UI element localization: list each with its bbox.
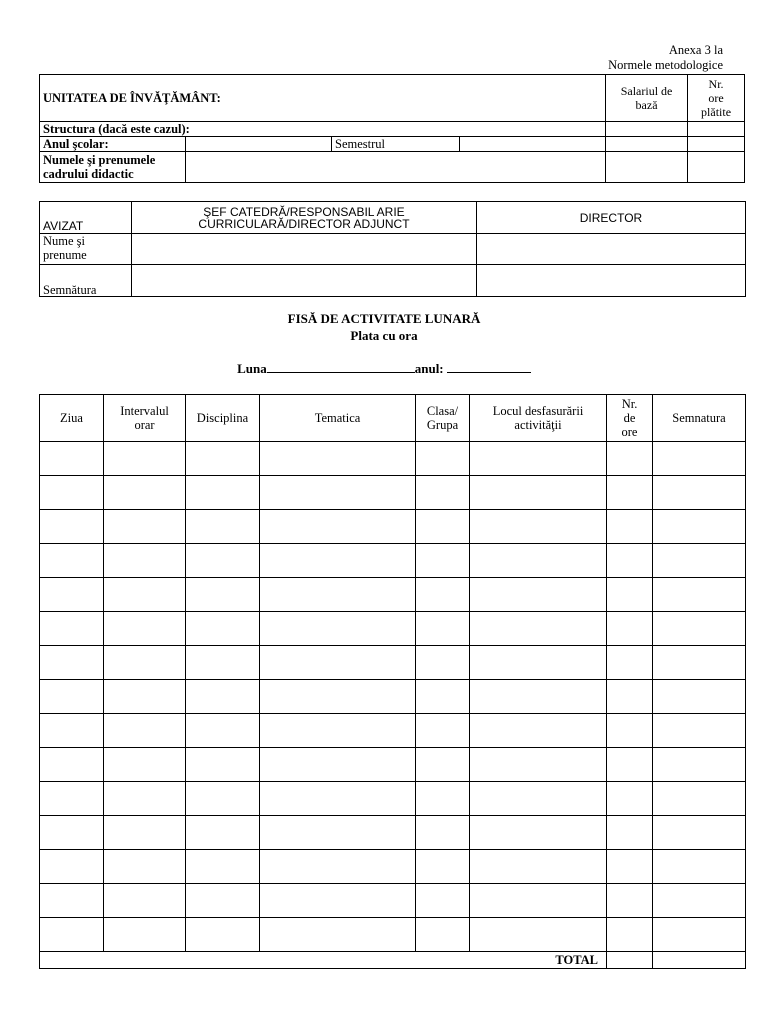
table-cell[interactable] <box>470 816 607 850</box>
annex-note <box>608 43 723 73</box>
table-cell[interactable] <box>104 782 186 816</box>
director-signature-cell[interactable] <box>477 265 746 297</box>
paid-hours-cell[interactable] <box>688 122 745 137</box>
table-cell[interactable] <box>260 646 416 680</box>
table-cell[interactable] <box>416 476 470 510</box>
table-cell[interactable] <box>653 510 746 544</box>
table-cell[interactable] <box>470 884 607 918</box>
table-cell[interactable] <box>653 884 746 918</box>
table-cell[interactable] <box>260 918 416 952</box>
table-row <box>40 476 746 510</box>
table-cell[interactable] <box>260 476 416 510</box>
table-cell[interactable] <box>186 646 260 680</box>
table-cell[interactable] <box>260 612 416 646</box>
table-cell[interactable] <box>653 680 746 714</box>
col-day: Ziua <box>40 395 104 442</box>
annex-line-2: Normele metodologice <box>608 58 723 72</box>
table-cell[interactable] <box>260 748 416 782</box>
paid-hours-cell[interactable] <box>688 137 745 152</box>
table-cell[interactable] <box>260 850 416 884</box>
semester-label: Semestrul <box>332 137 460 152</box>
table-cell[interactable] <box>40 612 104 646</box>
table-cell[interactable] <box>653 442 746 476</box>
table-cell[interactable] <box>186 782 260 816</box>
table-cell[interactable] <box>653 714 746 748</box>
table-row <box>40 782 746 816</box>
table-cell[interactable] <box>470 748 607 782</box>
total-hours-cell[interactable] <box>607 952 653 969</box>
table-cell[interactable] <box>470 918 607 952</box>
table-cell[interactable] <box>40 816 104 850</box>
col-discipline: Disciplina <box>186 395 260 442</box>
col-place: Locul desfasurării activităţii <box>470 395 607 442</box>
table-row <box>40 816 746 850</box>
table-cell[interactable] <box>607 680 653 714</box>
table-cell[interactable] <box>416 748 470 782</box>
director-header: DIRECTOR <box>477 202 746 234</box>
salary-cell[interactable] <box>606 137 688 152</box>
table-cell[interactable] <box>186 544 260 578</box>
table-cell[interactable] <box>653 918 746 952</box>
form-title: FISĂ DE ACTIVITATE LUNARĂ <box>287 311 481 326</box>
table-cell[interactable] <box>416 578 470 612</box>
table-cell[interactable] <box>260 578 416 612</box>
table-row <box>40 578 746 612</box>
activity-table <box>39 394 746 969</box>
table-cell[interactable] <box>470 850 607 884</box>
name-label: Nume şi prenume <box>40 234 132 265</box>
school-year-label: Anul şcolar: <box>40 137 186 152</box>
table-cell[interactable] <box>416 850 470 884</box>
table-cell[interactable] <box>607 850 653 884</box>
table-cell[interactable] <box>607 578 653 612</box>
semester-value[interactable] <box>460 137 606 152</box>
table-cell[interactable] <box>470 680 607 714</box>
table-cell[interactable] <box>104 442 186 476</box>
table-cell[interactable] <box>416 442 470 476</box>
table-cell[interactable] <box>104 476 186 510</box>
table-cell[interactable] <box>40 884 104 918</box>
table-cell[interactable] <box>40 714 104 748</box>
table-cell[interactable] <box>104 884 186 918</box>
teacher-name-label: Numele şi prenumele cadrului didactic <box>40 152 186 183</box>
total-signature-cell[interactable] <box>653 952 746 969</box>
table-cell[interactable] <box>653 544 746 578</box>
approval-table <box>39 201 746 297</box>
table-cell[interactable] <box>653 476 746 510</box>
table-cell[interactable] <box>260 544 416 578</box>
table-cell[interactable] <box>470 476 607 510</box>
salary-cell[interactable] <box>606 152 688 183</box>
table-cell[interactable] <box>186 442 260 476</box>
table-cell[interactable] <box>416 544 470 578</box>
teacher-name-value[interactable] <box>186 152 606 183</box>
table-cell[interactable] <box>607 782 653 816</box>
col-hours: Nr. de ore <box>607 395 653 442</box>
avizat-label: AVIZAT <box>40 202 132 234</box>
chief-header: ŞEF CATEDRĂ/RESPONSABIL ARIE CURRICULARĂ/DIRECTOR ADJUNCT <box>132 202 477 234</box>
table-cell[interactable] <box>653 646 746 680</box>
month-field[interactable] <box>267 361 415 373</box>
table-cell[interactable] <box>260 442 416 476</box>
table-cell[interactable] <box>186 850 260 884</box>
table-cell[interactable] <box>470 646 607 680</box>
table-cell[interactable] <box>260 816 416 850</box>
chief-signature-cell[interactable] <box>132 265 477 297</box>
table-cell[interactable] <box>104 816 186 850</box>
table-cell[interactable] <box>653 850 746 884</box>
col-interval: Intervalul orar <box>104 395 186 442</box>
table-cell[interactable] <box>416 510 470 544</box>
year-field[interactable] <box>447 361 531 373</box>
table-cell[interactable] <box>416 714 470 748</box>
table-cell[interactable] <box>260 782 416 816</box>
table-cell[interactable] <box>40 918 104 952</box>
table-cell[interactable] <box>416 680 470 714</box>
table-cell[interactable] <box>607 612 653 646</box>
table-cell[interactable] <box>104 612 186 646</box>
table-cell[interactable] <box>40 578 104 612</box>
month-year-line <box>0 361 768 377</box>
school-year-value[interactable] <box>186 137 332 152</box>
table-cell[interactable] <box>607 646 653 680</box>
table-cell[interactable] <box>186 884 260 918</box>
table-cell[interactable] <box>260 714 416 748</box>
table-cell[interactable] <box>40 646 104 680</box>
col-class: Clasa/ Grupa <box>416 395 470 442</box>
table-cell[interactable] <box>653 612 746 646</box>
table-row <box>40 884 746 918</box>
table-cell[interactable] <box>607 544 653 578</box>
col-signature: Semnatura <box>653 395 746 442</box>
table-cell[interactable] <box>607 476 653 510</box>
table-cell[interactable] <box>260 510 416 544</box>
table-row <box>40 510 746 544</box>
table-row <box>40 680 746 714</box>
table-row <box>40 918 746 952</box>
table-cell[interactable] <box>470 782 607 816</box>
table-cell[interactable] <box>40 510 104 544</box>
table-cell[interactable] <box>104 850 186 884</box>
table-cell[interactable] <box>470 442 607 476</box>
unit-label: UNITATEA DE ÎNVĂŢĂMÂNT: <box>40 75 606 122</box>
table-cell[interactable] <box>470 612 607 646</box>
form-subtitle: Plata cu ora <box>350 328 418 343</box>
table-cell[interactable] <box>40 476 104 510</box>
table-row <box>40 850 746 884</box>
table-cell[interactable] <box>40 850 104 884</box>
header-table <box>39 74 745 183</box>
table-cell[interactable] <box>416 646 470 680</box>
table-cell[interactable] <box>104 714 186 748</box>
col-topic: Tematica <box>260 395 416 442</box>
table-cell[interactable] <box>40 782 104 816</box>
table-cell[interactable] <box>40 442 104 476</box>
year-label: anul: <box>414 361 447 376</box>
table-cell[interactable] <box>186 476 260 510</box>
table-cell[interactable] <box>416 816 470 850</box>
table-cell[interactable] <box>186 578 260 612</box>
table-cell[interactable] <box>416 918 470 952</box>
table-cell[interactable] <box>104 748 186 782</box>
paid-hours-header: Nr. ore plătite <box>688 75 745 122</box>
table-row <box>40 612 746 646</box>
table-cell[interactable] <box>260 884 416 918</box>
table-cell[interactable] <box>186 918 260 952</box>
paid-hours-cell[interactable] <box>688 152 745 183</box>
director-name-cell[interactable] <box>477 234 746 265</box>
table-cell[interactable] <box>40 748 104 782</box>
table-cell[interactable] <box>186 680 260 714</box>
table-row <box>40 714 746 748</box>
table-cell[interactable] <box>607 442 653 476</box>
table-cell[interactable] <box>607 816 653 850</box>
month-label: Luna <box>237 361 267 376</box>
table-cell[interactable] <box>416 782 470 816</box>
table-cell[interactable] <box>653 816 746 850</box>
table-cell[interactable] <box>653 782 746 816</box>
salary-cell[interactable] <box>606 122 688 137</box>
salary-header: Salariul de bază <box>606 75 688 122</box>
table-cell[interactable] <box>186 748 260 782</box>
table-cell[interactable] <box>104 646 186 680</box>
table-cell[interactable] <box>40 680 104 714</box>
table-cell[interactable] <box>186 510 260 544</box>
table-row <box>40 442 746 476</box>
table-cell[interactable] <box>607 748 653 782</box>
table-cell[interactable] <box>104 918 186 952</box>
table-cell[interactable] <box>40 544 104 578</box>
table-cell[interactable] <box>186 612 260 646</box>
table-cell[interactable] <box>653 578 746 612</box>
table-cell[interactable] <box>260 680 416 714</box>
table-cell[interactable] <box>416 612 470 646</box>
table-cell[interactable] <box>416 884 470 918</box>
table-cell[interactable] <box>607 510 653 544</box>
table-cell[interactable] <box>104 680 186 714</box>
table-cell[interactable] <box>607 884 653 918</box>
table-cell[interactable] <box>104 578 186 612</box>
structure-label: Structura (dacă este cazul): <box>40 122 606 137</box>
table-row <box>40 544 746 578</box>
annex-line-1: Anexa 3 la <box>668 43 723 57</box>
table-cell[interactable] <box>470 578 607 612</box>
table-cell[interactable] <box>470 714 607 748</box>
signature-label: Semnătura <box>40 265 132 297</box>
total-label: TOTAL <box>40 952 607 969</box>
table-cell[interactable] <box>607 714 653 748</box>
table-cell[interactable] <box>186 714 260 748</box>
table-cell[interactable] <box>104 510 186 544</box>
chief-name-cell[interactable] <box>132 234 477 265</box>
table-row <box>40 748 746 782</box>
table-cell[interactable] <box>470 544 607 578</box>
table-cell[interactable] <box>104 544 186 578</box>
table-row <box>40 646 746 680</box>
table-cell[interactable] <box>186 816 260 850</box>
table-cell[interactable] <box>653 748 746 782</box>
table-cell[interactable] <box>470 510 607 544</box>
table-cell[interactable] <box>607 918 653 952</box>
